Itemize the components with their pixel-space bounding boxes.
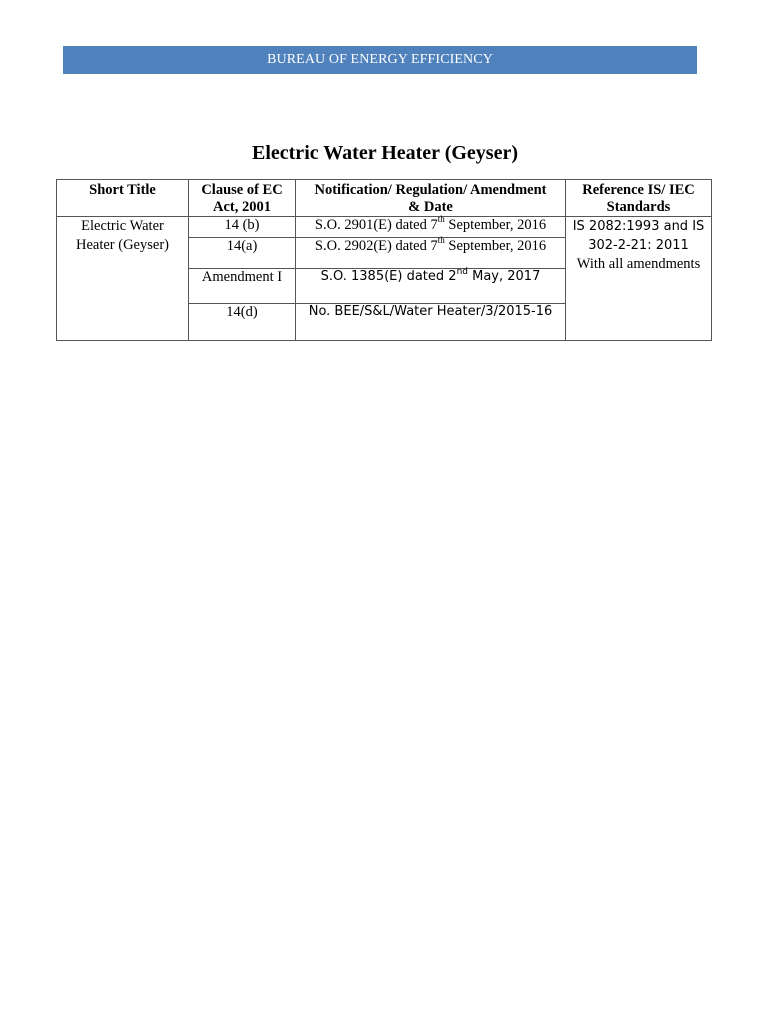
header-banner (63, 46, 697, 74)
short-title-cell: Electric Water Heater (Geyser) (57, 217, 189, 341)
header-clause: Clause of EC Act, 2001 (189, 180, 296, 217)
document-title: Electric Water Heater (Geyser) (252, 142, 518, 164)
clause-cell: 14 (b) (189, 217, 296, 238)
reference-cell: IS 2082:1993 and IS 302-2-21: 2011 With all amendments (566, 217, 712, 341)
notification-cell: S.O. 2902(E) dated 7th September, 2016 (296, 238, 566, 269)
notification-cell: No. BEE/S&L/Water Heater/3/2015-16 (296, 304, 566, 341)
clause-cell: Amendment I (189, 269, 296, 304)
header-short-title: Short Title (57, 180, 189, 217)
banner-text: BUREAU OF ENERGY EFFICIENCY (267, 52, 493, 67)
notification-cell: S.O. 1385(E) dated 2nd May, 2017 (296, 269, 566, 304)
clause-cell: 14(a) (189, 238, 296, 269)
standards-table (56, 179, 712, 341)
notification-cell: S.O. 2901(E) dated 7th September, 2016 (296, 217, 566, 238)
table-row (57, 217, 712, 238)
header-notification: Notification/ Regulation/ Amendment & Date (296, 180, 566, 217)
table-header-row (57, 180, 712, 217)
clause-cell: 14(d) (189, 304, 296, 341)
header-reference: Reference IS/ IEC Standards (566, 180, 712, 217)
